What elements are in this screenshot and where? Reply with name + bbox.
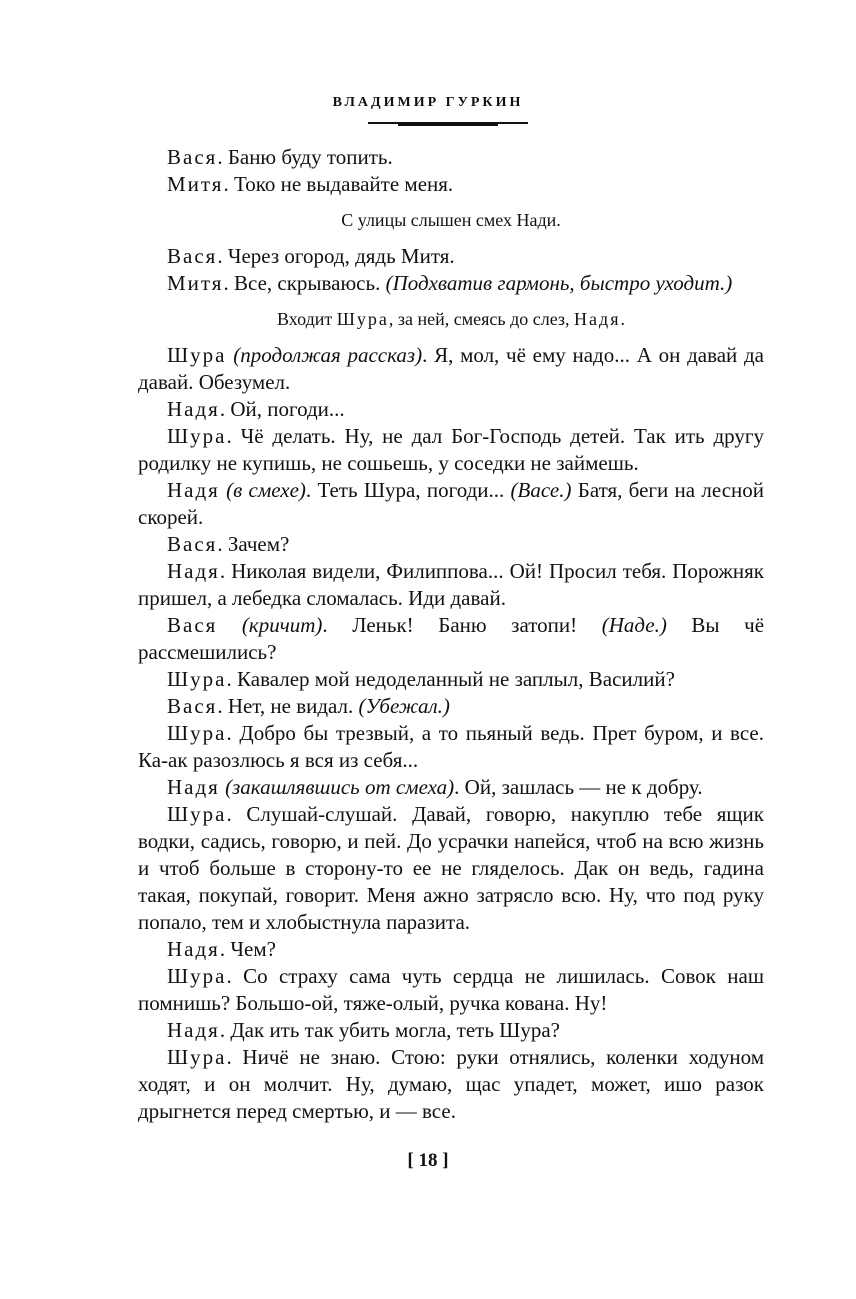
play-text bbox=[138, 144, 764, 1125]
speech: . Николая видели, Филиппова... Ой! Просил тебя. Порожняк пришел, а лебедка сломалась. Иди давай. bbox=[138, 559, 764, 610]
speech: . Ой, погоди... bbox=[219, 397, 345, 421]
dialogue-line bbox=[138, 666, 764, 693]
speech: . Все, скрываюсь. bbox=[223, 271, 381, 295]
speaker-name: Надя bbox=[167, 937, 220, 961]
dialogue-line bbox=[138, 774, 764, 801]
speaker-name: Шура bbox=[167, 667, 227, 691]
inline-direction: (закашлявшись от смеха) bbox=[225, 775, 455, 799]
speaker-name: Шура bbox=[167, 1045, 227, 1069]
header-rule bbox=[368, 122, 528, 124]
inline-direction: (продолжая рассказ) bbox=[233, 343, 423, 367]
speech: . Зачем? bbox=[217, 532, 290, 556]
speech: . Слушай-слушай. Давай, говорю, накуплю тебе ящик водки, садись, говорю, и пей. До усрачки напейся, чтоб на всю жизнь и чтоб больше в сторону-то ее не гляделось. Дак он ведь, гадина такая, покупай, говорит. Меня ажно затрясло всю. Ну, что под руку попало, тем и хлобыстнула паразита. bbox=[138, 802, 764, 934]
speaker-name: Шура bbox=[167, 424, 227, 448]
speech: . Дак ить так убить могла, теть Шура? bbox=[219, 1018, 561, 1042]
speech: . Нет, не видал. bbox=[217, 694, 354, 718]
speech: . Теть Шура, погоди... bbox=[305, 478, 505, 502]
inline-direction: (кричит) bbox=[241, 613, 323, 637]
speaker-name: Шура bbox=[167, 802, 227, 826]
speaker-name: Шура bbox=[167, 343, 227, 367]
direction-text: . bbox=[620, 309, 625, 329]
dialogue-line bbox=[138, 963, 764, 1017]
speech: . Кавалер мой недоделанный не заплыл, Василий? bbox=[226, 667, 675, 691]
speech: Батя, беги на лесной скорей. bbox=[138, 478, 765, 529]
speech: . Ой, зашлась — не к добру. bbox=[454, 775, 703, 799]
dialogue-line bbox=[138, 801, 764, 936]
inline-direction: (в смехе) bbox=[226, 478, 306, 502]
speaker-name: Вася bbox=[167, 244, 218, 268]
page-number: [ 18 ] bbox=[407, 1150, 449, 1171]
speaker-name: Митя bbox=[167, 271, 224, 295]
dialogue-line bbox=[138, 477, 764, 531]
dialogue-line bbox=[138, 243, 764, 270]
dialogue-line bbox=[138, 936, 764, 963]
speaker-name: Вася bbox=[167, 532, 218, 556]
speaker-name: Надя bbox=[574, 309, 621, 329]
speaker-name: Надя bbox=[167, 559, 220, 583]
stage-direction: С улицы слышен смех Нади. bbox=[341, 210, 561, 230]
dialogue-line bbox=[138, 423, 764, 477]
inline-direction: (Подхватив гармонь, быстро уходит.) bbox=[385, 271, 733, 295]
speaker-name: Надя bbox=[167, 775, 220, 799]
speaker-name: Шура bbox=[167, 721, 227, 745]
speaker-name: Вася bbox=[167, 694, 218, 718]
speech: . Ничё не знаю. Стою: руки отнялись, коленки ходуном ходят, и он молчит. Ну, думаю, щас упадет, может, ишо разок дрыгнется перед смертью, и — все. bbox=[138, 1045, 764, 1123]
running-header-author: ВЛАДИМИР ГУРКИН bbox=[332, 95, 524, 110]
speech: . Токо не выдавайте меня. bbox=[223, 172, 454, 196]
speaker-name: Вася bbox=[167, 145, 218, 169]
speech: . Леньк! Баню затопи! bbox=[322, 613, 578, 637]
dialogue-line bbox=[138, 720, 764, 774]
speaker-name: Митя bbox=[167, 172, 224, 196]
speech: . Через огород, дядь Митя. bbox=[217, 244, 455, 268]
dialogue-line bbox=[138, 612, 764, 666]
speech: . Я, мол, чё ему надо... А он давай да давай. Обезумел. bbox=[138, 343, 765, 394]
speaker-name: Шура bbox=[167, 964, 227, 988]
speech: . Чем? bbox=[219, 937, 276, 961]
dialogue-line bbox=[138, 1017, 764, 1044]
speaker-name: Надя bbox=[167, 397, 220, 421]
dialogue-line bbox=[138, 270, 764, 297]
dialogue-line bbox=[138, 144, 764, 171]
dialogue-line bbox=[138, 531, 764, 558]
speech: . Чё делать. Ну, не дал Бог-Господь детей. Так ить другу родилку не купишь, не сошьешь, у соседки не займешь. bbox=[138, 424, 764, 475]
dialogue-line bbox=[138, 558, 764, 612]
inline-direction: (Наде.) bbox=[601, 613, 667, 637]
dialogue-line bbox=[138, 342, 764, 396]
dialogue-line bbox=[138, 171, 764, 198]
dialogue-line bbox=[138, 1044, 764, 1125]
speech: . Баню буду топить. bbox=[217, 145, 393, 169]
speaker-name: Надя bbox=[167, 478, 220, 502]
stage-direction bbox=[138, 306, 764, 333]
inline-direction: (Васе.) bbox=[510, 478, 572, 502]
speaker-name: Вася bbox=[167, 613, 218, 637]
direction-text: Входит bbox=[277, 309, 337, 329]
inline-direction: (Убежал.) bbox=[358, 694, 450, 718]
speaker-name: Надя bbox=[167, 1018, 220, 1042]
dialogue-line bbox=[138, 396, 764, 423]
speech: . Со страху сама чуть сердца не лишилась. Совок наш помнишь? Большо-ой, тяже-олый, ручка кована. Ну! bbox=[138, 964, 764, 1015]
direction-text: , за ней, смеясь до слез, bbox=[388, 309, 575, 329]
speaker-name: Шура bbox=[336, 309, 389, 329]
dialogue-line bbox=[138, 693, 764, 720]
speech: . Добро бы трезвый, а то пьяный ведь. Прет буром, и все. Ка-ак разозлюсь я вся из себя... bbox=[138, 721, 764, 772]
speech: Вы чё рассмешились? bbox=[138, 613, 765, 664]
